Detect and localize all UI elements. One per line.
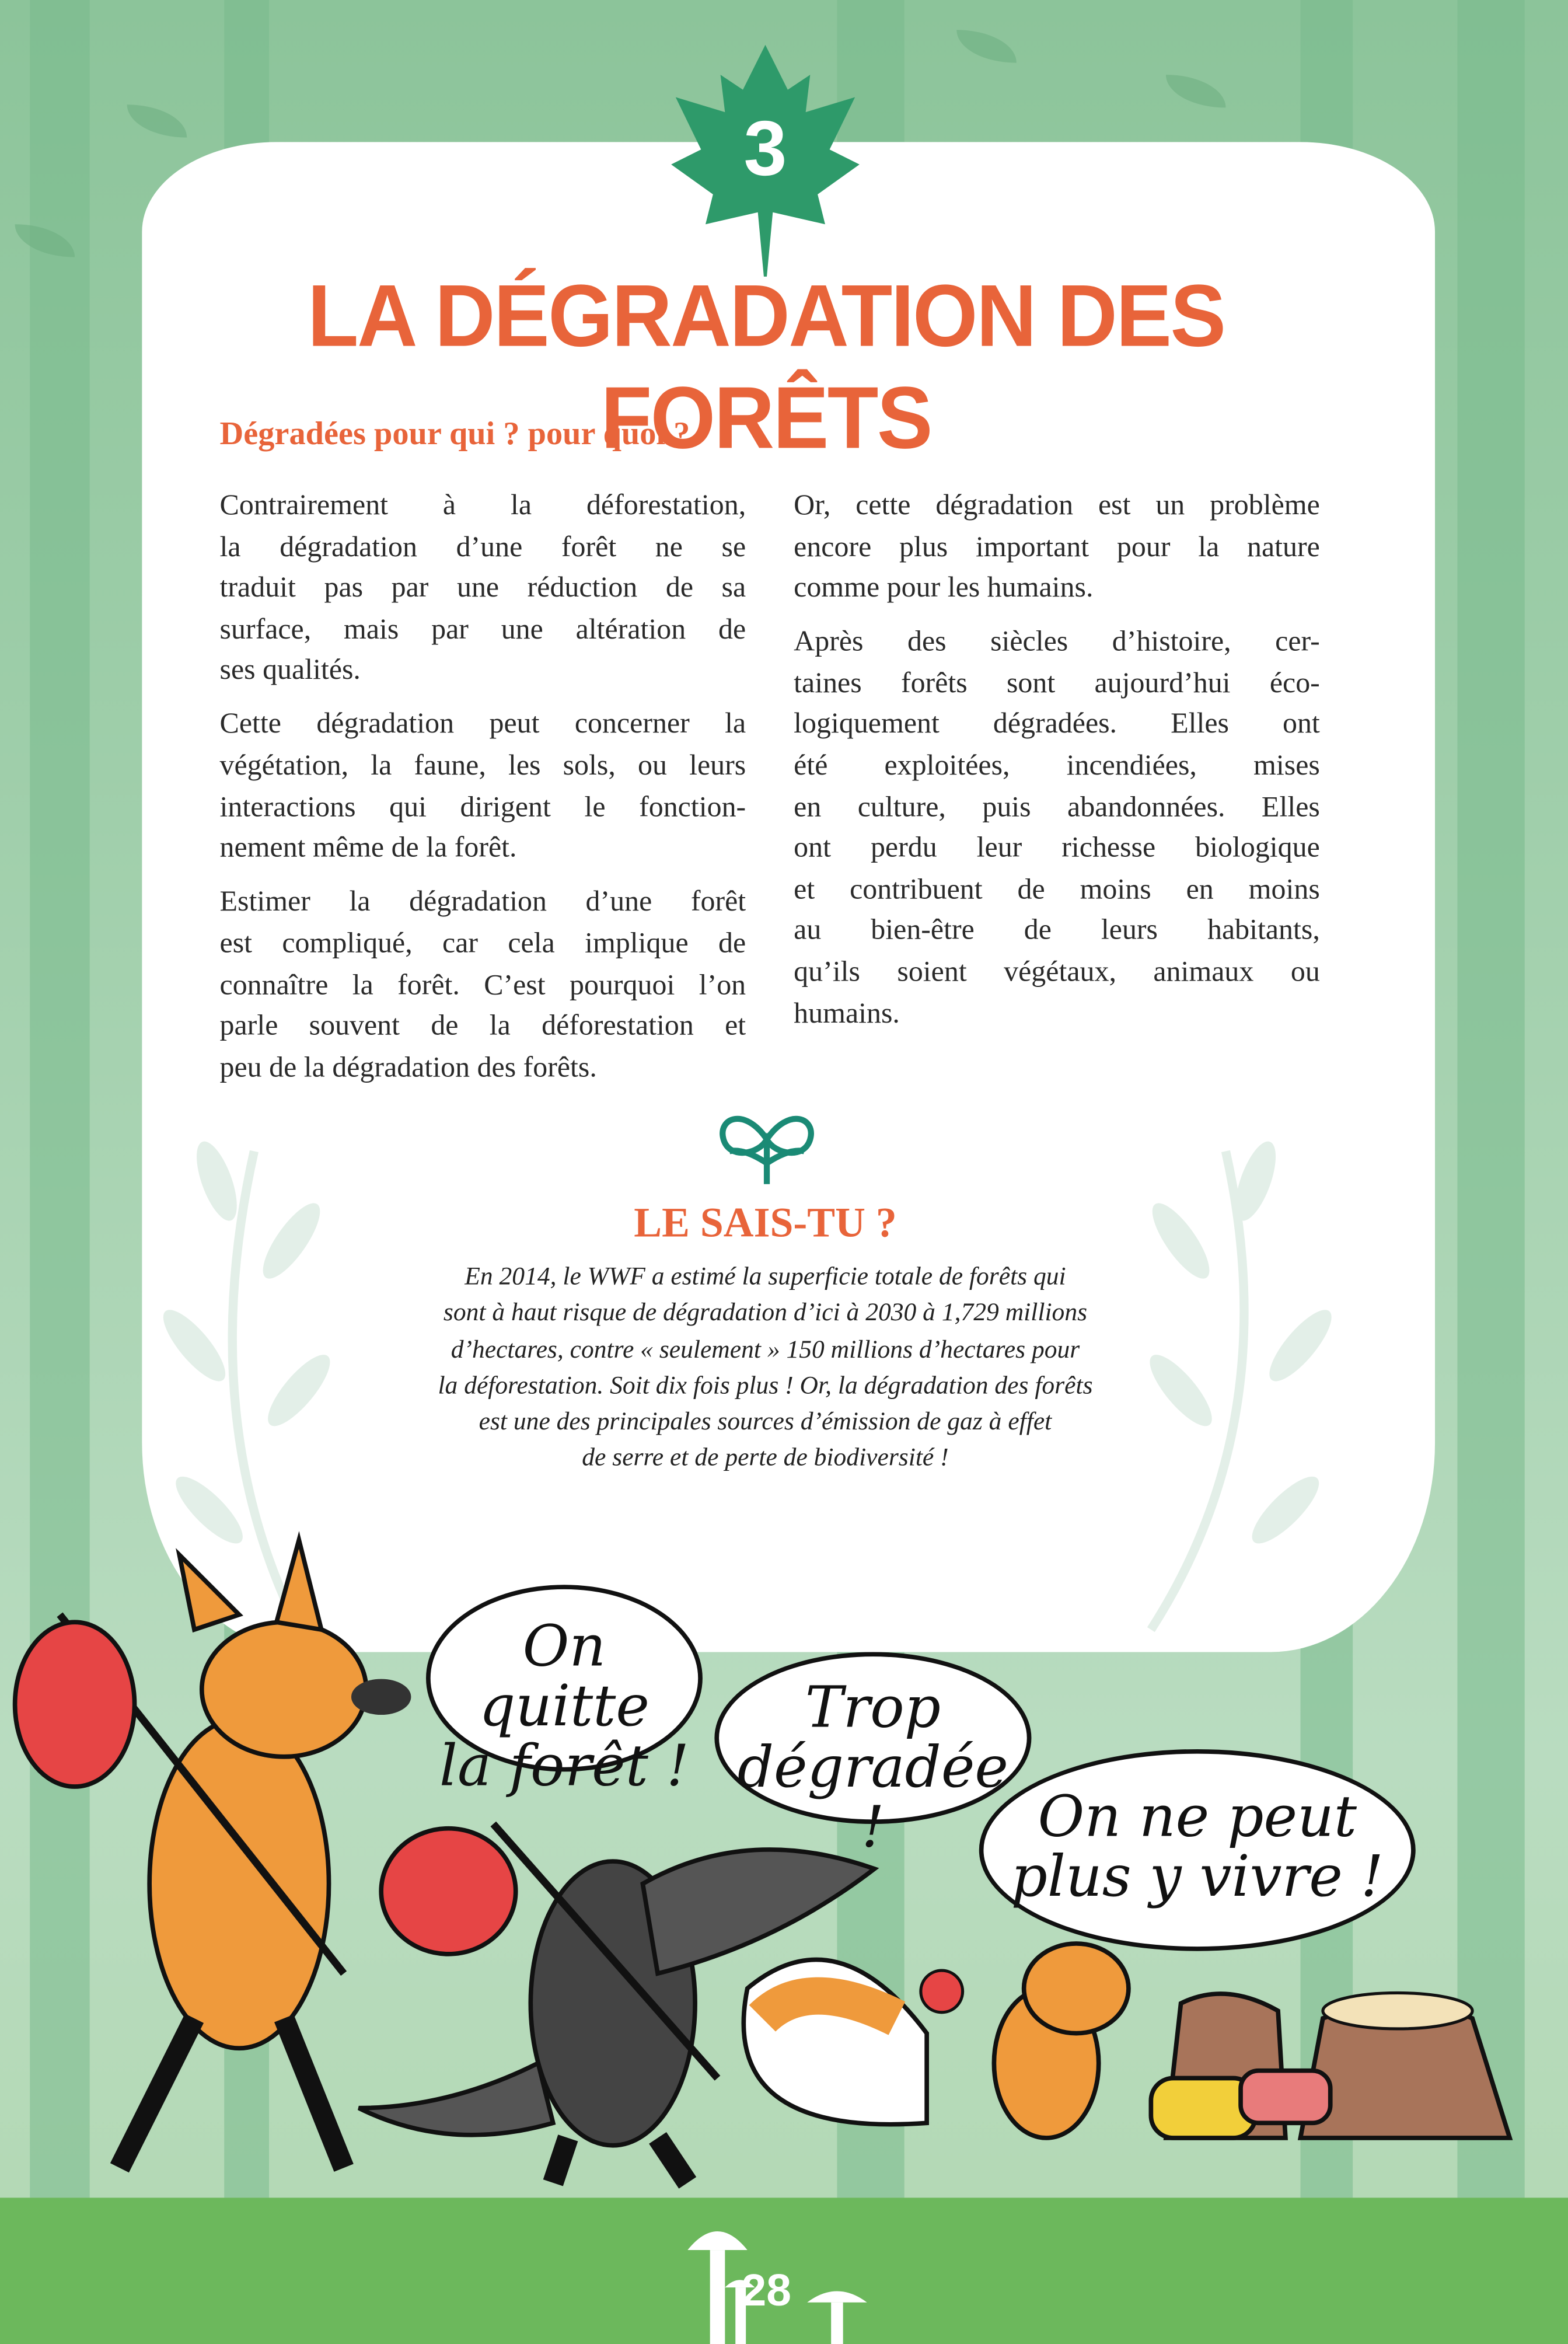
text-line: humains. <box>794 998 900 1030</box>
bubble-line: la forêt ! <box>439 1732 689 1799</box>
text-line: Après des siècles d’histoire, cer- <box>794 626 1320 658</box>
bubble-line: Trop <box>805 1674 941 1740</box>
background-leaf <box>956 30 1016 62</box>
text-line: ont perdu leur richesse biologique <box>794 833 1320 865</box>
text-line: la dégradation d’une forêt ne se <box>219 531 746 563</box>
text-line: végétation, la faune, les sols, ou leurs <box>219 751 746 782</box>
squirrel-illustration <box>743 1944 1129 2138</box>
text-line: traduit pas par une réduction de sa <box>219 573 746 605</box>
section-subtitle: Dégradées pour qui ? pour quoi ? <box>219 414 690 452</box>
bubble-line: On quitte <box>479 1613 649 1739</box>
text-line: Cette dégradation peut concerner la <box>219 709 746 741</box>
text-line: et contribuent de moins en moins <box>794 874 1320 906</box>
paragraph <box>794 486 1320 609</box>
text-line: peu de la dégradation des forêts. <box>219 1052 597 1084</box>
did-you-know-text <box>317 1259 1214 1477</box>
animals-illustration <box>0 1525 1568 2198</box>
text-line: interactions qui dirigent le fonction- <box>219 791 746 824</box>
text-line: est une des principales sources d’émission de gaz à effet <box>479 1407 1052 1436</box>
chapter-number: 3 <box>743 106 787 193</box>
text-line: au bien-être de leurs habitants, <box>794 915 1320 947</box>
text-line: Or, cette dégradation est un problème <box>794 490 1320 522</box>
page-title: LA DÉGRADATION DES FORÊTS <box>307 266 1225 467</box>
text-line: Estimer la dégradation d’une forêt <box>219 887 746 919</box>
paragraph <box>220 705 746 870</box>
text-line: En 2014, le WWF a estimé la superficie totale de forêts qui <box>465 1261 1066 1290</box>
text-line: en culture, puis abandonnées. Elles <box>794 791 1320 824</box>
text-line: ses qualités. <box>219 655 361 687</box>
text-line: qu’ils soient végétaux, animaux ou <box>794 957 1320 989</box>
text-line: encore plus important pour la nature <box>794 531 1320 563</box>
bubble-line: On ne peut <box>1038 1783 1357 1850</box>
text-line: est compliqué, car cela implique de <box>219 928 746 960</box>
page-number: 28 <box>741 2266 791 2316</box>
text-column-right <box>794 486 1320 1047</box>
text-line: d’hectares, contre « seulement » 150 millions d’hectares pour <box>451 1334 1080 1363</box>
text-line: de serre et de perte de biodiversité ! <box>582 1443 949 1472</box>
text-line: connaître la forêt. C’est pourquoi l’on <box>219 969 746 1002</box>
paragraph <box>220 486 746 692</box>
text-line: surface, mais par une altération de <box>219 614 746 646</box>
background-leaf <box>1166 75 1225 107</box>
text-line: taines forêts sont aujourd’hui éco- <box>794 668 1320 700</box>
paragraph <box>220 883 746 1089</box>
bubble-line: dégradée ! <box>737 1734 1009 1860</box>
text-line: parle souvent de la déforestation et <box>219 1010 746 1042</box>
bubble-line: plus y vivre ! <box>1011 1843 1384 1910</box>
text-line: été exploitées, incendiées, mises <box>794 751 1320 782</box>
sprout-icon <box>714 1103 819 1187</box>
did-you-know-title: LE SAIS-TU ? <box>634 1200 897 1247</box>
text-line: Contrairement à la déforestation, <box>219 490 746 522</box>
paragraph <box>794 622 1320 1035</box>
text-line: logiquement dégradées. Elles ont <box>794 709 1320 741</box>
deer-illustration <box>15 1540 411 2168</box>
background-leaf <box>127 104 187 137</box>
text-line: comme pour les humains. <box>794 573 1094 605</box>
text-line: sont à haut risque de dégradation d’ici à 2030 à 1,729 millions <box>443 1298 1088 1327</box>
tree-stumps-illustration <box>1151 1993 1510 2137</box>
text-line: nement même de la forêt. <box>219 833 517 865</box>
text-column-left <box>220 486 746 1101</box>
text-line: la déforestation. Soit dix fois plus ! Or, la dégradation des forêts <box>438 1370 1093 1400</box>
